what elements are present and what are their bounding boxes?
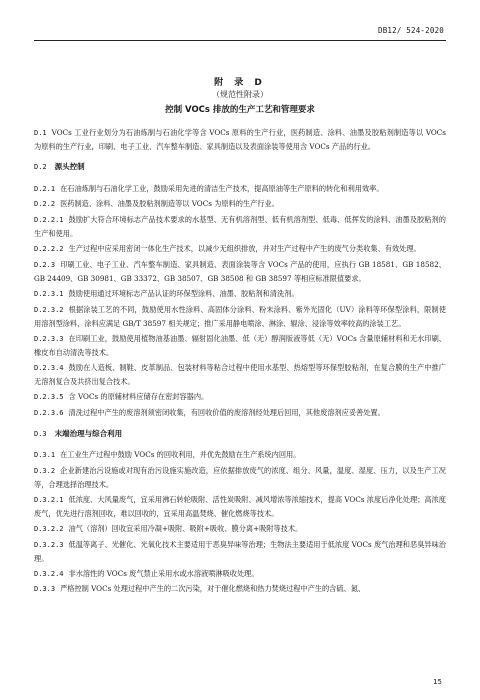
clause-number: D.2.2.2	[34, 245, 64, 254]
clause-text: 企业新建治污设施或对现有治污设施实施改造，应依据排放废气的浓度、组分、风量，温度、湿度、压力，以及生产工况等，合理选择治理技术。	[34, 465, 446, 489]
clause-paragraph	[34, 242, 446, 256]
clause-number: D.3.2.3	[34, 540, 64, 549]
clause-paragraph	[34, 464, 446, 491]
clause-number: D.3.2.4	[34, 569, 64, 578]
header-divider	[34, 40, 446, 41]
clause-text: 低浓度、大风量废气，宜采用沸石转轮吸附、活性炭吸附、减风增浓等浓缩技术，提高 VOCs 浓度后净化处理；高浓度废气，优先进行溶剂回收，难以回收的，宜采用高温焚烧、催化燃烧等技术。	[34, 494, 446, 518]
clause-number: D.3.1	[34, 451, 56, 459]
clause-text: 在工业生产过程中鼓励 VOCs 的回收利用，并优先鼓励在生产系统内回用。	[60, 450, 301, 459]
clause-paragraph	[34, 582, 446, 596]
clause-text: VOCs 工业行业划分为石油炼制与石油化学等含 VOCs 原料的生产行业，医药制造、涂料、油墨及胶粘剂制造等以 VOCs 为原料的生产行业，印刷、电子工业、汽车整车制造、家具制造以及表面涂装等使用含 VOCs 产品的行业。	[34, 128, 446, 152]
clause-text: 医药制造、涂料、油墨及胶粘剂制造等以 VOCs 为原料的生产行业。	[60, 199, 279, 209]
clause-paragraph	[34, 361, 446, 388]
clause-text: 根据涂装工艺的不同，鼓励使用水性涂料、高固体分涂料、粉末涂料、紫外光固化（UV）涂料等环保型涂料，限制使用溶剂型涂料，涂料应满足 GB/T 38597 相关规定；推广采用静电喷涂、淋涂、辊涂、浸涂等效率较高的涂装工艺。	[34, 304, 446, 328]
clause-paragraph	[34, 390, 446, 404]
clause-number: D.2.3.2	[34, 305, 64, 314]
clause-number: D.3	[34, 429, 47, 438]
clause-paragraph	[34, 332, 446, 359]
clause-number: D.3.2.1	[34, 495, 64, 504]
clause-text: 在印刷工业，鼓励使用植物油基油墨、辐射固化油墨、低（无）醇润版液等低（无）VOCs 含量原辅材料和无水印刷、橡皮布自动清洗等技术。	[34, 333, 446, 357]
clause-number: D.2	[34, 163, 47, 172]
clause-paragraph	[34, 287, 446, 301]
clause-text: 鼓励扩大符合环境标志产品技术要求的水基型、无有机溶剂型、低有机溶剂型、低毒、低挥发的涂料、油墨及胶粘剂的生产和使用。	[34, 215, 446, 239]
clause-paragraph	[34, 493, 446, 520]
clause-number: D.2.3.4	[34, 363, 64, 372]
clause-number: D.2.2	[34, 200, 56, 209]
clause-text: 鼓励在人造板、制鞋、皮革制品、包装材料等粘合过程中使用水基型、热熔型等环保型胶粘剂，在复合膜的生产中推广无溶剂复合及共挤出复合技术。	[34, 362, 446, 386]
clause-number: D.2.3	[34, 261, 56, 269]
clause-text: 低温等离子、光催化、光氧化技术主要适用于恶臭异味等治理；生物法主要适用于低浓度 VOCs 废气治理和恶臭异味治理。	[34, 539, 446, 563]
clause-text: 含 VOCs 的原辅材料应储存在密封容器内。	[68, 391, 209, 401]
annex-title: 控制 VOCs 排放的生产工艺和管理要求	[165, 105, 315, 115]
document-code: DB12/ 524-2020	[377, 26, 444, 35]
clause-text: 末端治理与综合利用	[54, 428, 123, 438]
clause-paragraph	[34, 258, 446, 285]
clause-number: D.3.3	[34, 585, 56, 594]
page-number: 15	[433, 678, 442, 686]
clause-paragraph	[34, 567, 446, 581]
clause-paragraph	[34, 303, 446, 330]
clause-paragraph	[34, 538, 446, 565]
clause-number: D.2.1	[34, 184, 56, 193]
clause-paragraph	[34, 448, 446, 462]
clause-number: D.2.3.1	[34, 290, 64, 298]
clause-number: D.2.3.3	[34, 334, 64, 343]
clause-number: D.3.2.2	[34, 524, 64, 533]
clause-text: 非水溶性的 VOCs 废气禁止采用水或水溶液喷淋吸收处理。	[68, 568, 259, 578]
clause-text: 油气（溶剂）回收宜采用冷凝+吸附、吸附+吸收、膜分离+吸附等技术。	[68, 523, 303, 533]
clause-text: 生产过程中应采用密闭一体化生产技术，以减少无组织排放，并对生产过程中产生的废气分类收集、有效处理。	[68, 244, 421, 254]
section-heading	[34, 427, 446, 441]
annex-nature: （规范性附录）	[212, 90, 268, 99]
clause-paragraph	[34, 197, 446, 211]
document-body	[34, 126, 446, 598]
clause-text: 严格控制 VOCs 处理过程中产生的二次污染，对于催化燃烧和热力焚烧过程中产生的含硫、氮、	[60, 584, 366, 594]
clause-text: 源头控制	[54, 162, 85, 172]
clause-number: D.3.2	[34, 466, 56, 475]
clause-text: 在石油炼制与石油化学工业，鼓励采用先进的清洁生产技术，提高原油等生产原料的转化和利用效率。	[60, 183, 384, 193]
clause-paragraph	[34, 406, 446, 420]
clause-number: D.1	[34, 129, 47, 137]
clause-text: 印刷工业、电子工业、汽车整车制造、家具制造、表面涂装等含 VOCs 产品的使用，应执行 GB 18581、GB 18582、GB 24409、GB 30981、GB 33372、GB 38507、GB 38508 和 GB 38597 等相应标准限值要求。	[34, 260, 446, 284]
clause-paragraph	[34, 126, 446, 153]
clause-paragraph	[34, 182, 446, 196]
clause-paragraph	[34, 522, 446, 536]
clause-number: D.2.3.6	[34, 408, 64, 417]
section-heading	[34, 160, 446, 174]
clause-text: 鼓励使用通过环境标志产品认证的环保型涂料、油墨、胶粘剂和清洗剂。	[68, 289, 299, 298]
clause-text: 清洗过程中产生的废溶剂须密闭收集，有回收价值的废溶剂经处理后回用，其他废溶剂应妥善处置。	[68, 407, 385, 417]
annex-label: 附 录 D	[214, 78, 266, 88]
clause-number: D.2.2.1	[34, 216, 64, 225]
clause-number: D.2.3.5	[34, 392, 64, 401]
clause-paragraph	[34, 213, 446, 240]
